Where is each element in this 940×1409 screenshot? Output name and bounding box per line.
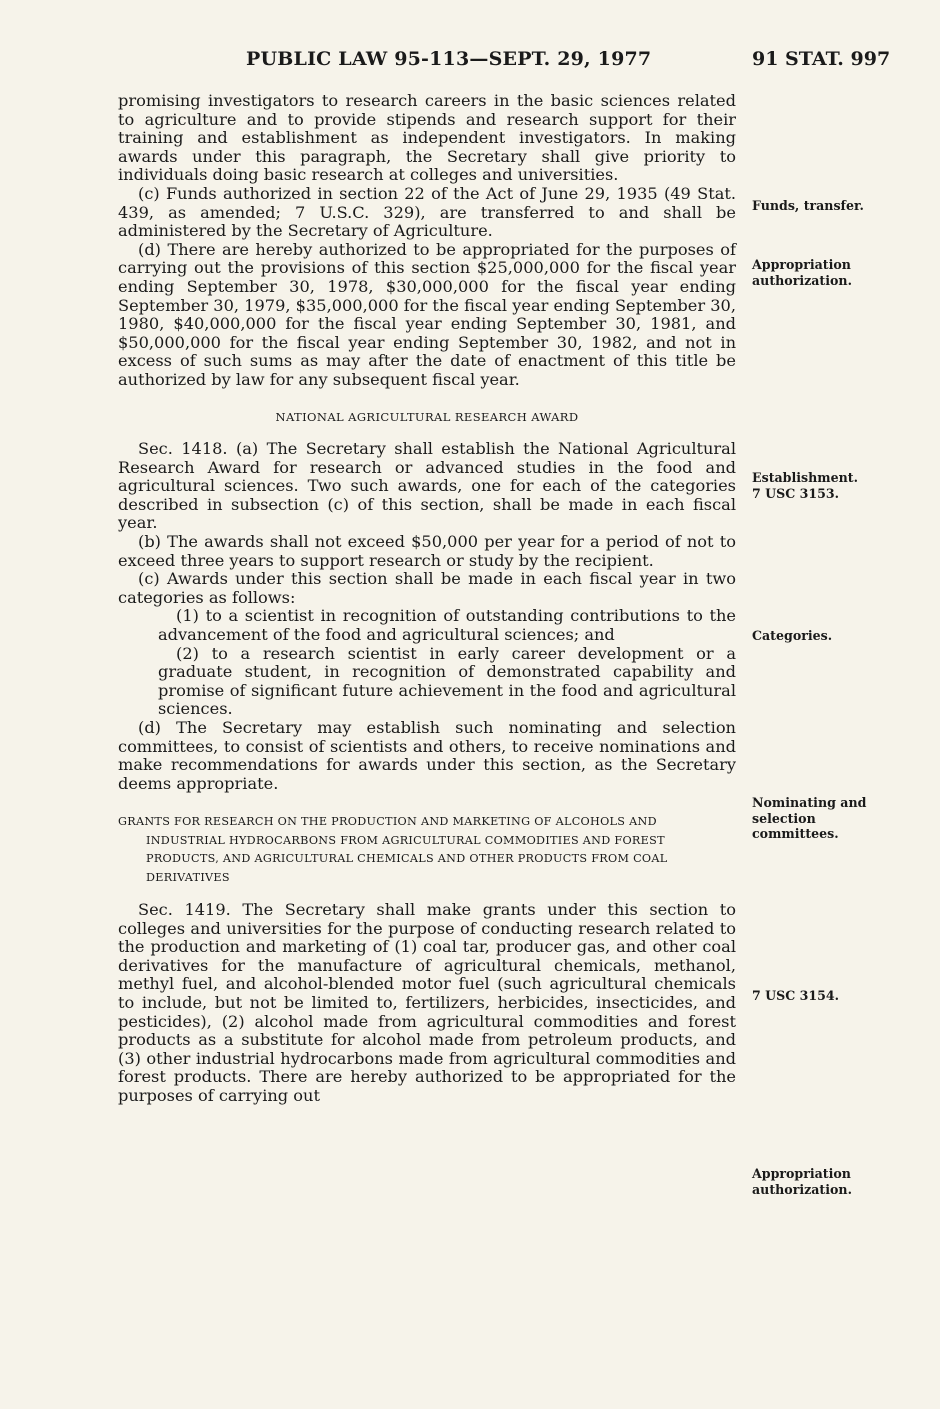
- list-item: (2) to a research scientist in early career development or a graduate student, in recognition of demonstrated capability and promise of significant future achievement in the food and agricultural sciences.: [158, 643, 736, 719]
- margin-note: Categories.: [752, 628, 833, 643]
- paragraph: promising investigators to research careers in the basic sciences related to agriculture and to provide stipends and research support for their training and establishment as independent investigators. In making awards under this paragraph, the Secretary shall give priority to individuals doing basic research at colleges and universities.: [118, 91, 736, 185]
- margin-note: Funds, transfer.: [752, 198, 864, 213]
- margin-note: Appropriation authorization.: [752, 1166, 852, 1197]
- section-heading: NATIONAL AGRICULTURAL RESEARCH AWARD: [275, 409, 579, 424]
- paragraph: (d) There are hereby authorized to be appropriated for the purposes of carrying out the provisions of this section $25,000,000 for the fiscal year ending September 30, 1978, $30,000,000 for the fiscal year ending September 30, 1979, $35,000,000 for the fiscal year ending September 30, 1980, $40,000,000 for the fiscal year ending September 30, 1981, and $50,000,000 for the fiscal year ending September 30, 1982, and not in excess of such sums as may after the date of enactment of this title be authorized by law for any subsequent fiscal year.: [118, 239, 736, 389]
- running-header: PUBLIC LAW 95-113—SEPT. 29, 1977: [246, 48, 652, 70]
- paragraph: (c) Awards under this section shall be made in each fiscal year in two categories as follows:: [118, 569, 736, 607]
- margin-note: Establishment. 7 USC 3153.: [752, 470, 858, 501]
- margin-note: Nominating and selection committees.: [752, 795, 867, 841]
- margin-note: 7 USC 3154.: [752, 988, 840, 1003]
- margin-note: Appropriation authorization.: [752, 257, 852, 288]
- paragraph: Sec. 1418. (a) The Secretary shall establish the National Agricultural Research Award for research or advanced studies in the food and agricultural sciences. Two such awards, one for each of the categories described in subsection (c) of this section, shall be made in each fiscal year.: [118, 439, 736, 533]
- list-item: (1) to a scientist in recognition of outstanding contributions to the advancement of the food and agricultural sciences; and: [158, 606, 736, 645]
- paragraph: (b) The awards shall not exceed $50,000 per year for a period of not to exceed three years to support research or study by the recipient.: [118, 532, 736, 570]
- statute-body: [118, 92, 736, 1106]
- paragraph: (c) Funds authorized in section 22 of the Act of June 29, 1935 (49 Stat. 439, as amended; 7 U.S.C. 329), are transferred to and shall be administered by the Secretary of Agriculture.: [118, 183, 736, 241]
- paragraph: (d) The Secretary may establish such nominating and selection committees, to consist of scientists and others, to receive nominations and make recommendations for awards under this section, as the Secretary deems appropriate.: [118, 718, 736, 793]
- section-heading: GRANTS FOR RESEARCH ON THE PRODUCTION AND MARKETING OF ALCOHOLS AND INDUSTRIAL HYDROCARBONS FROM AGRICULTURAL COMMODITIES AND FOREST PRODUCTS, AND AGRICULTURAL CHEMICALS AND OTHER PRODUCTS FROM COAL DERIVATIVES: [118, 815, 668, 884]
- paragraph: Sec. 1419. The Secretary shall make grants under this section to colleges and universities for the purpose of conducting research related to the production and marketing of (1) coal tar, producer gas, and other coal derivatives for the manufacture of agricultural chemicals, methanol, methyl fuel, and alcohol-blended motor fuel (such agricultural chemicals to include, but not be limited to, fertilizers, herbicides, insecticides, and pesticides), (2) alcohol made from agricultural commodities and forest products as a substitute for alcohol made from petroleum products, and (3) other industrial hydrocarbons made from agricultural commodities and forest products. There are hereby authorized to be appropriated for the purposes of carrying out: [118, 900, 736, 1105]
- statute-page-number: 91 STAT. 997: [752, 48, 891, 70]
